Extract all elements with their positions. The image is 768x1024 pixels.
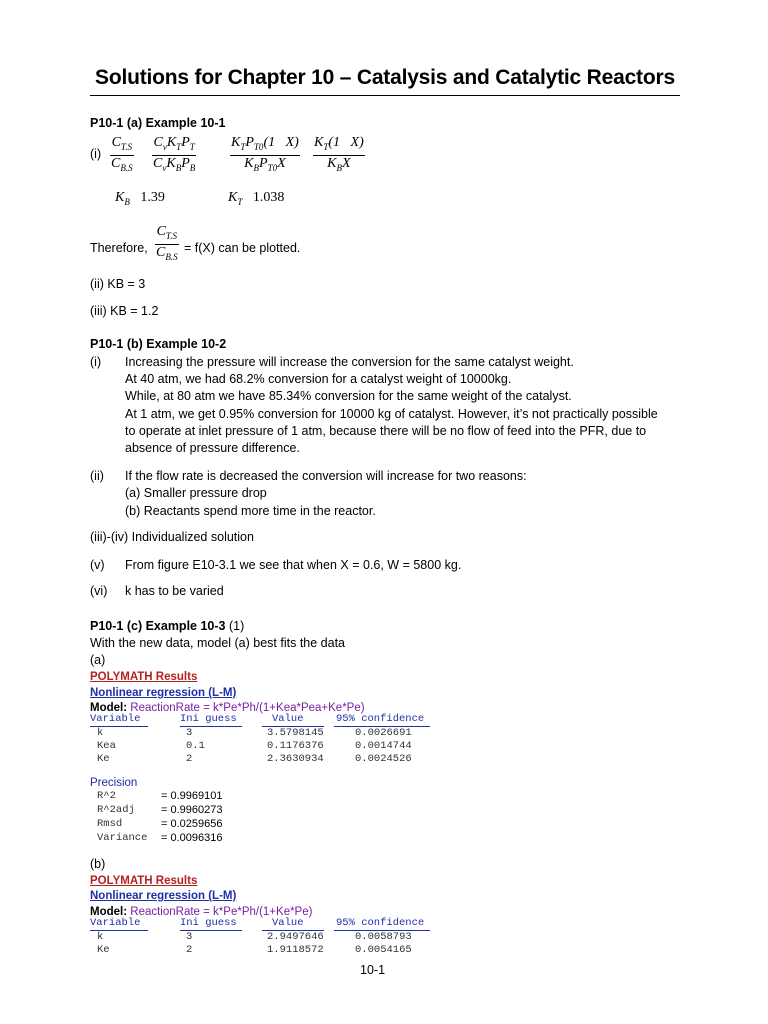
fraction-numerator: $K_T(1$ X) [314,135,364,152]
table-header-variable: Variable [90,713,141,725]
fraction-kt-x [313,135,365,176]
part-a-label: (a) [90,653,106,667]
heading-text: P10-1 (c) Example 10-3 [90,619,226,633]
section-heading-c [90,618,244,634]
fraction-denominator: $K_BX$ [313,155,365,176]
table-header-value: Value [272,713,304,725]
fraction-kt-pt0 [230,135,300,176]
precision-value: = 0.0259656 [161,818,223,830]
table-cell: Ke [97,753,110,765]
table-cell: 2.3630934 [267,753,324,765]
table-cell: 0.1176376 [267,740,324,752]
table-header-confidence: 95% confidence [336,917,425,929]
title-underline [90,95,680,96]
table-cell: 0.0026691 [355,727,412,739]
table-header-confidence: 95% confidence [336,713,425,725]
model-equation: ReactionRate = k*Pe*Ph/(1+Kea*Pea+Ke*Pe) [130,702,365,714]
table-cell: Kea [97,740,116,752]
nonlinear-regression-title: Nonlinear regression (L-M) [90,687,237,699]
table-cell: 1.9118572 [267,944,324,956]
item-i-line-1: Increasing the pressure will increase the conversion for the same catalyst weight. [125,355,574,369]
table-cell: k [97,931,104,943]
intro-text: With the new data, model (a) best fits the data [90,636,345,650]
kt-value: 1.038 [252,190,285,205]
table-header-ini-guess: Ini guess [180,917,237,929]
precision-value: = 0.9960273 [161,804,223,816]
heading-suffix: (1) [228,619,245,633]
item-i-line-6: absence of pressure difference. [125,441,300,455]
precision-value: = 0.0096316 [161,832,223,844]
precision-key: Variance [97,832,148,844]
item-i-line-3: While, at 80 atm we have 85.34% conversion for the same weight of the catalyst. [125,389,572,403]
fraction-denominator: $K_BP_{T0}X$ [230,155,300,176]
kb-value: 1.39 [140,190,165,205]
item-label-i: (i) [90,355,102,369]
fraction-denominator: $C_{B.S}$ [110,155,134,176]
fraction-numerator: $K_TP_{T0}(1$ X) [231,135,299,152]
page-number: 10-1 [360,963,386,977]
table-cell: 2 [186,753,193,765]
item-iii-kb: (iii) KB = 1.2 [90,304,159,318]
item-ii-line-1: If the flow rate is decreased the conversion will increase for two reasons: [125,469,527,483]
fraction-cv-kt [152,135,196,176]
item-label-vi: (vi) [90,584,108,598]
table-cell: 0.0054165 [355,944,412,956]
table-cell: Ke [97,944,110,956]
fraction-numerator: $C_{T.S}$ [156,224,178,241]
table-header-variable: Variable [90,917,141,929]
fraction-denominator: $C_{B.S}$ [155,244,179,265]
part-b-label: (b) [90,857,106,871]
precision-key: R^2 [97,790,116,802]
nonlinear-regression-title: Nonlinear regression (L-M) [90,890,237,902]
model-label: Model: [90,702,128,714]
table-cell: 2 [186,944,193,956]
precision-label: Precision [90,777,138,789]
polymath-results-title: POLYMATH Results [90,671,198,683]
table-cell: k [97,727,104,739]
item-label-ii: (ii) [90,469,104,483]
table-cell: 2.9497646 [267,931,324,943]
precision-key: Rmsd [97,818,123,830]
therefore-text: Therefore, [90,241,148,255]
table-cell: 0.0024526 [355,753,412,765]
fraction-denominator: $C_vK_BP_B$ [152,155,196,176]
kt-equation: $K_T$ 1.038 [228,190,285,207]
fraction-cts-cbs [110,135,134,176]
item-vi-text: k has to be varied [125,584,224,598]
table-cell: 3 [186,727,193,739]
item-iii-iv: (iii)-(iv) Individualized solution [90,530,254,544]
page-title: Solutions for Chapter 10 – Catalysis and Catalytic Reactors [95,66,675,89]
section-heading-a: P10-1 (a) Example 10-1 [90,116,226,130]
item-i-line-5: to operate at inlet pressure of 1 atm, because there will be no flow of feed into the PFR, due to [125,424,647,438]
table-cell: 0.0058793 [355,931,412,943]
table-cell: 3 [186,931,193,943]
item-i-line-4: At 1 atm, we get 0.95% conversion for 10000 kg of catalyst. However, it’s not practically possible [125,407,658,421]
precision-key: R^2adj [97,804,135,816]
item-ii-line-3: (b) Reactants spend more time in the reactor. [125,504,376,518]
item-ii-line-2: (a) Smaller pressure drop [125,486,267,500]
fraction-numerator: $C_{T.S}$ [111,135,133,152]
item-label-v: (v) [90,558,105,572]
model-equation: ReactionRate = k*Pe*Ph/(1+Ke*Pe) [130,906,313,918]
table-cell: 0.1 [186,740,205,752]
polymath-results-title: POLYMATH Results [90,875,198,887]
table-cell: 3.5798145 [267,727,324,739]
item-ii-kb: (ii) KB = 3 [90,277,146,291]
item-i-line-2: At 40 atm, we had 68.2% conversion for a catalyst weight of 10000kg. [125,372,512,386]
item-v-text: From figure E10-3.1 we see that when X = 0.6, W = 5800 kg. [125,558,462,572]
model-label: Model: [90,906,128,918]
table-header-ini-guess: Ini guess [180,713,237,725]
fraction-therefore [155,224,179,265]
kb-equation: $K_B$ 1.39 [115,190,165,207]
precision-value: = 0.9969101 [161,790,223,802]
table-header-value: Value [272,917,304,929]
fraction-numerator: $C_vK_TP_T$ [153,135,195,152]
therefore-tail: = f(X) can be plotted. [184,241,301,255]
item-label-i: (i) [90,147,102,161]
section-heading-b: P10-1 (b) Example 10-2 [90,337,227,351]
table-cell: 0.0014744 [355,740,412,752]
